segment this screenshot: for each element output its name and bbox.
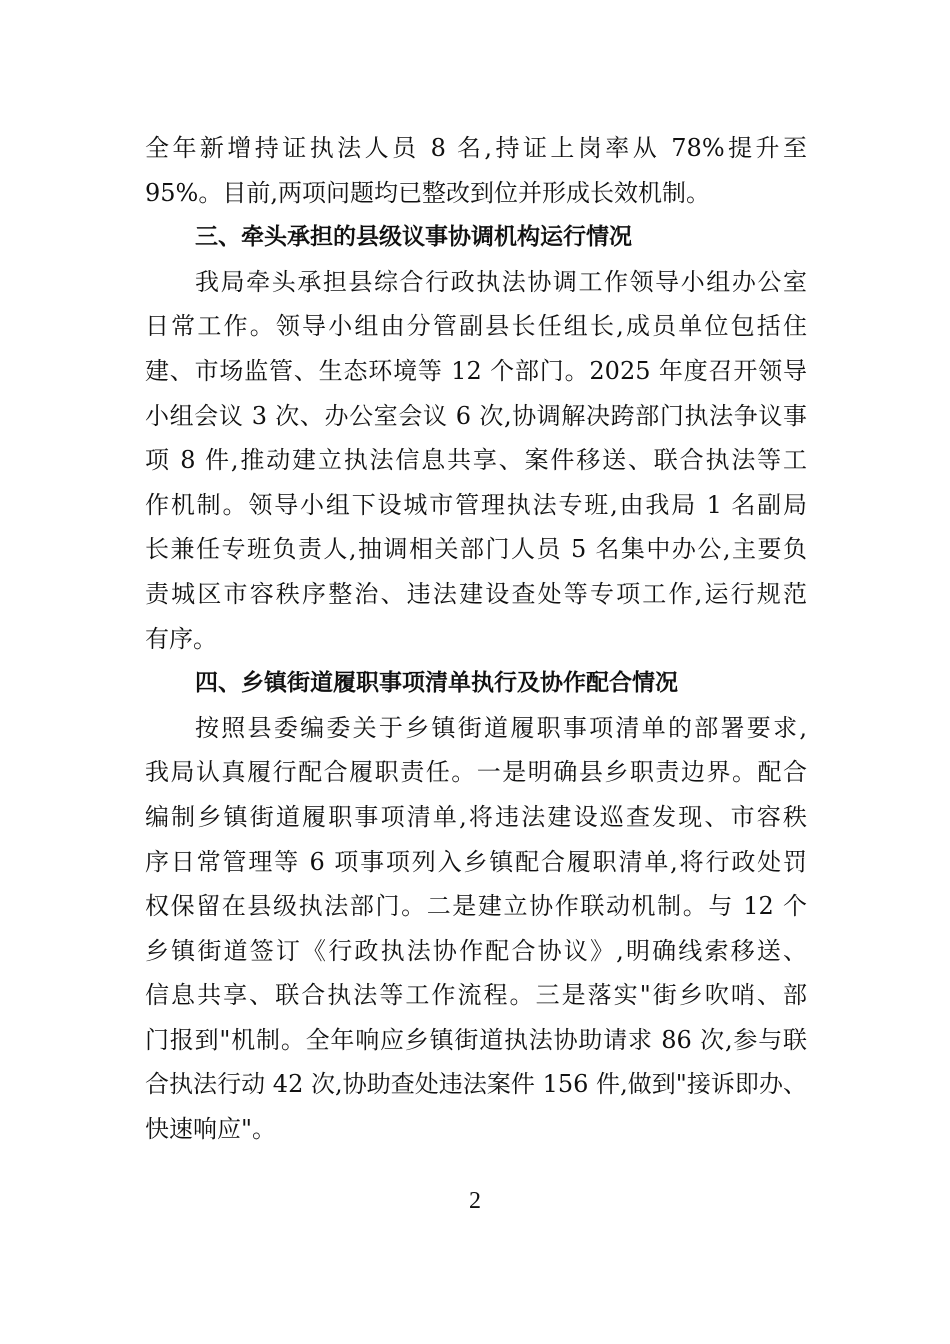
- text-line: 合执法行动 42 次,协助查处违法案件 156 件,做到"接诉即办、: [145, 1070, 807, 1099]
- text-line: 门报到"机制。全年响应乡镇街道执法协助请求 86 次,参与联: [145, 1025, 807, 1054]
- document-body: [145, 126, 807, 1152]
- section-heading: 三、牵头承担的县级议事协调机构运行情况: [195, 224, 632, 251]
- text-line: 有序。: [145, 624, 217, 653]
- text-line: 日常工作。领导小组由分管副县长任组长,成员单位包括住: [145, 312, 807, 341]
- text-line: 信息共享、联合执法等工作流程。三是落实"街乡吹哨、部: [145, 981, 807, 1010]
- text-line: 我局认真履行配合履职责任。一是明确县乡职责边界。配合: [145, 758, 807, 787]
- text-line: 责城区市容秩序整治、违法建设查处等专项工作,运行规范: [145, 579, 807, 608]
- section-heading: 四、乡镇街道履职事项清单执行及协作配合情况: [195, 670, 678, 697]
- text-line: 我局牵头承担县综合行政执法协调工作领导小组办公室: [195, 267, 807, 296]
- text-line: 按照县委编委关于乡镇街道履职事项清单的部署要求,: [195, 713, 807, 742]
- text-line: 项 8 件,推动建立执法信息共享、案件移送、联合执法等工: [145, 446, 807, 475]
- text-line: 建、市场监管、生态环境等 12 个部门。2025 年度召开领导: [145, 356, 807, 385]
- text-line: 作机制。领导小组下设城市管理执法专班,由我局 1 名副局: [145, 490, 807, 519]
- text-line: 编制乡镇街道履职事项清单,将违法建设巡查发现、市容秩: [145, 802, 807, 831]
- text-line: 全年新增持证执法人员 8 名,持证上岗率从 78%提升至: [145, 134, 807, 162]
- page-number: 2: [469, 1188, 481, 1214]
- text-line: 95%。目前,两项问题均已整改到位并形成长效机制。: [145, 178, 710, 207]
- text-line: 权保留在县级执法部门。二是建立协作联动机制。与 12 个: [145, 892, 807, 921]
- text-line: 乡镇街道签订《行政执法协作配合协议》,明确线索移送、: [145, 936, 807, 965]
- text-line: 序日常管理等 6 项事项列入乡镇配合履职清单,将行政处罚: [145, 847, 807, 876]
- text-line: 小组会议 3 次、办公室会议 6 次,协调解决跨部门执法争议事: [145, 401, 807, 430]
- text-line: 快速响应"。: [145, 1115, 277, 1144]
- text-line: 长兼任专班负责人,抽调相关部门人员 5 名集中办公,主要负: [145, 535, 807, 564]
